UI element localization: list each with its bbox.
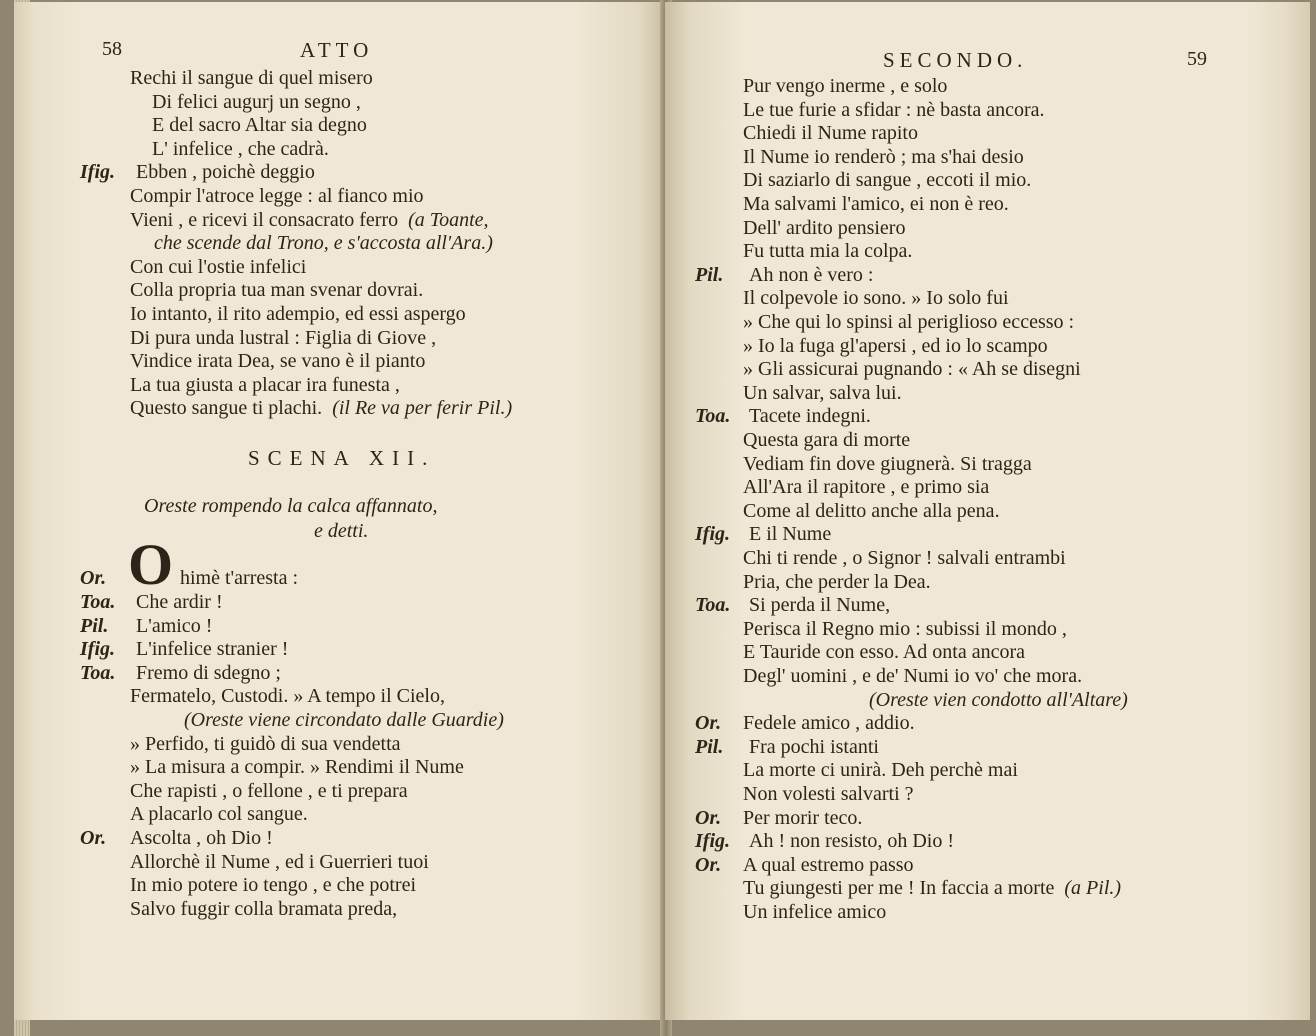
verse-line: Ah ! non resisto, oh Dio ! xyxy=(749,830,954,853)
verse-line: Questa gara di morte xyxy=(743,429,911,451)
verse-line: Vediam fin dove giugnerà. Si tragga xyxy=(743,452,1032,475)
stage-direction: (a Pil.) xyxy=(1064,877,1122,900)
right-page xyxy=(665,2,1310,1020)
verse-line: » Io la fuga gl'apersi , ed io lo scampo xyxy=(743,334,1048,357)
verse-line: Chi ti rende , o Signor ! salvali entrambi xyxy=(743,547,1066,569)
verse-line: In mio potere io tengo , e che potrei xyxy=(130,874,417,897)
verse-line: L'infelice stranier ! xyxy=(136,638,289,661)
verse-line: Dell' ardito pensiero xyxy=(743,216,906,239)
verse-line: E del sacro Altar sia degno xyxy=(152,114,367,137)
speaker-label: Or. xyxy=(80,827,107,849)
verse-line: Un infelice amico xyxy=(743,901,887,923)
speaker-label: Or. xyxy=(80,567,107,589)
verse-line: Il Nume io renderò ; ma s'hai desio xyxy=(743,145,1024,168)
speaker-label: Toa. xyxy=(80,591,116,613)
speaker-label: Pil. xyxy=(695,263,724,286)
verse-line: A qual estremo passo xyxy=(743,853,914,876)
verse-line: Le tue furie a sfidar : nè basta ancora. xyxy=(743,98,1045,121)
verse-line: » La misura a compir. » Rendimi il Nume xyxy=(130,756,464,779)
verse-line: Non volesti salvarti ? xyxy=(743,783,914,805)
verse-line: Che ardir ! xyxy=(136,591,223,613)
speaker-label: Or. xyxy=(695,712,722,735)
verse-line: All'Ara il rapitore , e primo sia xyxy=(743,476,990,499)
verse-line: Io intanto, il rito adempio, ed essi aspergo xyxy=(130,303,466,325)
verse-line: Ma salvami l'amico, ei non è reo. xyxy=(743,193,1009,215)
verse-line: La tua giusta a placar ira funesta , xyxy=(130,373,400,396)
speaker-label: Ifig. xyxy=(695,830,730,853)
speaker-label: Or. xyxy=(695,806,722,829)
speaker-label: Ifig. xyxy=(695,523,730,546)
verse-line: Un salvar, salva lui. xyxy=(743,381,902,404)
speaker-label: Or. xyxy=(695,853,722,876)
verse-line: Ah non è vero : xyxy=(749,263,874,286)
running-header-right: SECONDO. xyxy=(883,48,1028,72)
speaker-label: Ifig. xyxy=(80,161,115,184)
verse-line: Fedele amico , addio. xyxy=(743,712,915,735)
left-page xyxy=(14,2,665,1020)
verse-line: Fermatelo, Custodi. » A tempo il Cielo, xyxy=(130,685,445,708)
verse-line: L'amico ! xyxy=(136,614,213,637)
verse-line: Fremo di sdegno ; xyxy=(136,661,281,684)
verse-line: Rechi il sangue di quel misero xyxy=(130,67,373,89)
stage-direction: (il Re va per ferir Pil.) xyxy=(332,397,513,420)
verse-line: Questo sangue ti plachi. xyxy=(130,397,323,420)
verse-line: L' infelice , che cadrà. xyxy=(152,137,329,160)
verse-line: Fu tutta mia la colpa. xyxy=(743,240,913,263)
verse-line: Ebben , poichè deggio xyxy=(136,161,315,184)
verse-line: Si perda il Nume, xyxy=(749,594,891,617)
verse-line: E il Nume xyxy=(749,523,832,546)
verse-line: Allorchè il Nume , ed i Guerrieri tuoi xyxy=(130,850,429,873)
speaker-label: Toa. xyxy=(695,594,731,617)
verse-line: himè t'arresta : xyxy=(180,567,298,589)
verse-line: Vindice irata Dea, se vano è il pianto xyxy=(130,350,426,373)
verse-line: A placarlo col sangue. xyxy=(130,803,308,826)
running-header-left: ATTO xyxy=(300,38,374,62)
speaker-label: Pil. xyxy=(80,614,109,637)
verse-line: Di saziarlo di sangue , eccoti il mio. xyxy=(743,169,1032,192)
verse-line: Degl' uomini , e de' Numi io vo' che mora. xyxy=(743,665,1083,687)
stage-direction: (Oreste viene circondato dalle Guardie) xyxy=(184,709,504,731)
speaker-label: Toa. xyxy=(80,661,116,684)
verse-line: » Perfido, ti guidò di sua vendetta xyxy=(130,732,401,755)
verse-line: Di felici augurj un segno , xyxy=(152,90,361,113)
speaker-label: Ifig. xyxy=(80,638,115,661)
stage-direction: (a Toante, xyxy=(408,208,489,231)
stage-direction: che scende dal Trono, e s'accosta all'Ara.) xyxy=(154,232,493,255)
speaker-label: Toa. xyxy=(695,405,731,428)
scene-subtitle-2: e detti. xyxy=(314,520,369,542)
verse-line: Tacete indegni. xyxy=(749,405,871,428)
verse-line: Che rapisti , o fellone , e ti prepara xyxy=(130,779,408,802)
page-number-left: 58 xyxy=(102,38,122,60)
verse-line: Pur vengo inerme , e solo xyxy=(743,75,948,97)
verse-line: » Gli assicurai pugnando : « Ah se disegni xyxy=(743,358,1081,381)
verse-line: Colla propria tua man svenar dovrai. xyxy=(130,279,424,302)
verse-line: Pria, che perder la Dea. xyxy=(743,570,931,593)
verse-line: » Che qui lo spinsi al periglioso eccesso : xyxy=(743,311,1075,333)
verse-line: Chiedi il Nume rapito xyxy=(743,122,918,145)
verse-line: Di pura unda lustral : Figlia di Giove , xyxy=(130,326,437,349)
verse-line: Fra pochi istanti xyxy=(749,735,879,758)
verse-line: Con cui l'ostie infelici xyxy=(130,255,307,278)
scene-subtitle: Oreste rompendo la calca affannato, xyxy=(144,495,438,517)
verse-line: Vieni , e ricevi il consacrato ferro xyxy=(130,208,399,231)
verse-line: Ascolta , oh Dio ! xyxy=(130,827,273,849)
scene-title: SCENA XII. xyxy=(248,446,436,470)
verse-line: Compir l'atroce legge : al fianco mio xyxy=(130,185,424,207)
verse-line: Tu giungesti per me ! In faccia a morte xyxy=(743,877,1055,900)
verse-line: E Tauride con esso. Ad onta ancora xyxy=(743,641,1026,664)
verse-line: Come al delitto anche alla pena. xyxy=(743,499,1000,522)
speaker-label: Pil. xyxy=(695,735,724,758)
verse-line: Il colpevole io sono. » Io solo fui xyxy=(743,287,1009,310)
page-number-right: 59 xyxy=(1187,48,1207,70)
drop-cap: O xyxy=(128,532,174,597)
stage-direction: (Oreste vien condotto all'Altare) xyxy=(869,688,1128,711)
verse-line: Salvo fuggir colla bramata preda, xyxy=(130,897,398,920)
verse-line: Per morir teco. xyxy=(743,806,863,829)
verse-line: La morte ci unirà. Deh perchè mai xyxy=(743,759,1018,782)
verse-line: Perisca il Regno mio : subissi il mondo , xyxy=(743,617,1067,640)
